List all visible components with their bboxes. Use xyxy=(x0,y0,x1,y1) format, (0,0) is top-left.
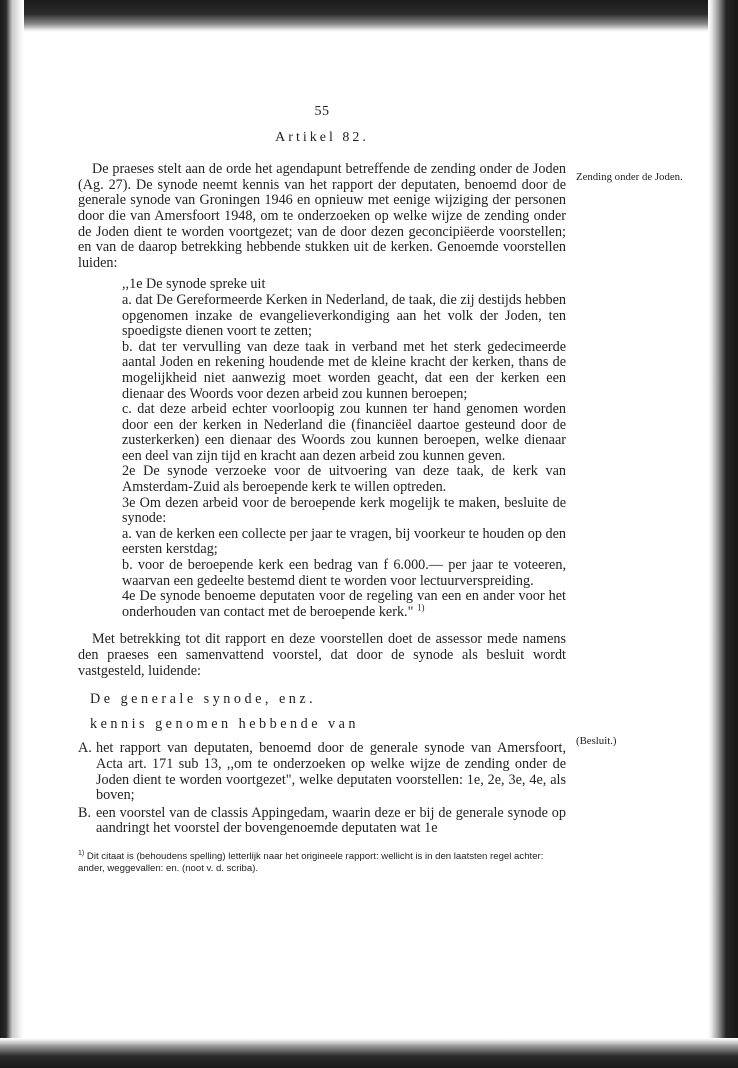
list-item xyxy=(78,806,566,837)
considerations-list xyxy=(78,741,566,837)
list-item-text: een voorstel van de classis Appingedam, waarin deze er bij de generale synode op aandringt het voorstel der bovengenoemde deputaten wat 1e xyxy=(96,804,566,837)
list-item-marker: B. xyxy=(78,804,92,821)
quote-point-3b: b. voor de beroepende kerk een bedrag van f 6.000.— per jaar te voteeren, waarvan een gedeelte bestemd dient te worden voor lectuurverspreiding. xyxy=(122,557,566,589)
margin-note-zending: Zending onder de Joden. xyxy=(576,171,683,183)
footnote xyxy=(78,851,566,874)
scan-border-top xyxy=(0,0,738,32)
quote-point-1c: c. dat deze arbeid echter voorloopig zou kunnen ter hand genomen worden door een der kerken in Nederland die (financiëel daartoe gesteund door de zusterkerken) een dienaar des Woords zou kunnen beroepen, welke dienaar een deel van zijn tijd en kracht aan dezen arbeid zou kunnen geven. xyxy=(122,401,566,464)
scan-border-right xyxy=(708,0,738,1068)
document-page xyxy=(78,104,566,874)
page-number: 55 xyxy=(314,104,330,119)
quote-point-1-heading: ,,1e De synode spreke uit xyxy=(122,276,266,293)
scan-border-bottom xyxy=(0,1038,738,1068)
quote-point-1a: a. dat De Gereformeerde Kerken in Nederland, de taak, die zij destijds hebben opgenomen inzake de evangelieverkondiging aan het volk der Joden, ten spoedigste dienen voort te zetten; xyxy=(122,291,566,340)
footnote-mark: 1) xyxy=(78,849,85,857)
list-item xyxy=(78,741,566,803)
scan-border-left xyxy=(0,0,24,1068)
intro-paragraph: De praeses stelt aan de orde het agendapunt betreffende de zending onder de Joden (Ag. 27). De synode neemt kennis van het rapport der deputaten, benoemd door de generale synode van Groningen 1946 en opnieuw met eenige wijziging der personen door die van Amersfoort 1948, om te onderzoeken op welke wijze de zending onder de Joden dient te worden voortgezet; van de door dezen geconcipiëerde voorstellen; en van de daarop betrekking hebbende stukken uit de kerken. Genoemde voorstellen luiden: xyxy=(78,161,566,271)
quote-point-3-heading: 3e Om dezen arbeid voor de beroepende kerk mogelijk te maken, besluite de synode: xyxy=(122,494,566,527)
list-item-text: het rapport van deputaten, benoemd door de generale synode van Amersfoort, Acta art. 171 sub 13, ,,om te onderzoeken op welke wijze de zending onder de Joden dient te worden voortgezet", welke deputaten voorstellen: 1e, 2e, 3e, 4e, als boven; xyxy=(96,740,566,804)
footnote-reference[interactable]: 1) xyxy=(416,602,425,613)
margin-note-besluit: (Besluit.) xyxy=(576,735,617,747)
proposal-quote xyxy=(122,277,566,620)
quote-point-2: 2e De synode verzoeke voor de uitvoering van deze taak, de kerk van Amsterdam-Zuid als beroepende kerk te willen optreden. xyxy=(122,463,566,496)
after-quote-paragraph: Met betrekking tot dit rapport en deze voorstellen doet de assessor mede namens den praeses een samenvattend voorstel, dat door de synode als besluit wordt vastgesteld, luidende: xyxy=(78,631,566,679)
quote-point-4 xyxy=(122,589,566,620)
quote-point-4-text: 4e De synode benoeme deputaten voor de regeling van een en ander voor het onderhouden van contact met de beroepende kerk." xyxy=(122,588,566,620)
decision-having-noted: kennis genomen hebbende van xyxy=(90,715,360,732)
list-item-marker: A. xyxy=(78,740,92,757)
quote-point-3a: a. van de kerken een collecte per jaar te vragen, bij voorkeur te houden op den eersten kerstdag; xyxy=(122,525,566,558)
decision-opening: De generale synode, enz. xyxy=(90,691,317,708)
quote-point-1b: b. dat ter vervulling van deze taak in verband met het sterk gedecimeerde aantal Joden en rekening houdende met de kleine kracht der kerken, thans de mogelijkheid niet aanwezig moet worden geacht, dat een der kerken een dienaar des Woords voor dezen arbeid zou kunnen beroepen; xyxy=(122,338,566,402)
footnote-text: Dit citaat is (behoudens spelling) letterlijk naar het origineele rapport: wellicht is in den laatsten regel achter: ander, weggevallen: en. (noot v. d. scriba). xyxy=(78,850,544,874)
article-title: Artikel 82. xyxy=(275,129,369,145)
